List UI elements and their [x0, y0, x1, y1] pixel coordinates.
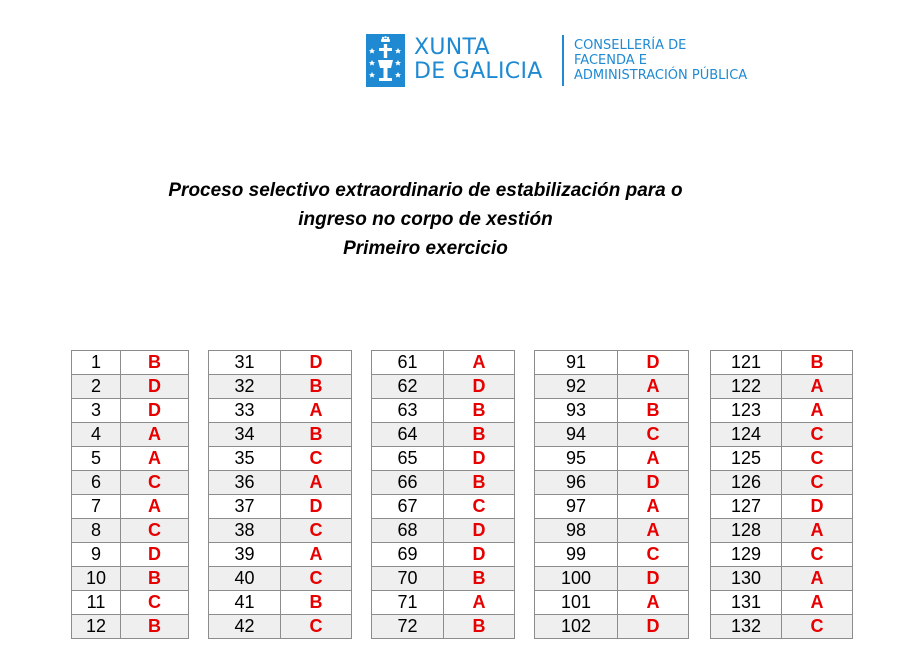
question-number: 61 [372, 351, 444, 375]
table-row [209, 615, 352, 639]
question-number: 131 [711, 591, 782, 615]
question-number: 65 [372, 447, 444, 471]
answer-letter: B [782, 351, 853, 375]
page-header [366, 34, 786, 89]
question-number: 42 [209, 615, 281, 639]
question-number: 10 [72, 567, 121, 591]
answer-letter: D [121, 399, 189, 423]
table-row [535, 447, 689, 471]
table-row [535, 399, 689, 423]
answer-letter: C [121, 591, 189, 615]
answer-letter: A [281, 543, 352, 567]
table-row [209, 495, 352, 519]
question-number: 68 [372, 519, 444, 543]
answer-letter: C [618, 423, 689, 447]
answer-letter: C [281, 447, 352, 471]
table-row [72, 399, 189, 423]
org-name-line1: XUNTA [414, 35, 490, 60]
question-number: 125 [711, 447, 782, 471]
answer-letter: A [121, 447, 189, 471]
answer-letter: B [444, 423, 515, 447]
question-number: 100 [535, 567, 618, 591]
answer-letter: B [121, 567, 189, 591]
table-row [535, 543, 689, 567]
table-row [535, 567, 689, 591]
question-number: 71 [372, 591, 444, 615]
table-row [535, 375, 689, 399]
header-divider [562, 35, 564, 86]
question-number: 38 [209, 519, 281, 543]
table-row [711, 351, 853, 375]
table-row [372, 591, 515, 615]
table-row [711, 615, 853, 639]
question-number: 8 [72, 519, 121, 543]
answer-letter: C [444, 495, 515, 519]
table-row [209, 543, 352, 567]
xunta-wordmark [414, 36, 543, 84]
table-row [72, 351, 189, 375]
answer-letter: B [444, 471, 515, 495]
question-number: 34 [209, 423, 281, 447]
question-number: 102 [535, 615, 618, 639]
table-row [711, 471, 853, 495]
answer-letter: B [444, 567, 515, 591]
table-row [535, 495, 689, 519]
table-row [535, 471, 689, 495]
answer-table-4 [534, 350, 689, 639]
table-row [372, 351, 515, 375]
table-row [72, 495, 189, 519]
answer-table-1 [71, 350, 189, 639]
question-number: 69 [372, 543, 444, 567]
answer-letter: B [281, 375, 352, 399]
question-number: 37 [209, 495, 281, 519]
answer-letter: C [782, 447, 853, 471]
table-row [372, 495, 515, 519]
table-row [209, 591, 352, 615]
question-number: 67 [372, 495, 444, 519]
question-number: 2 [72, 375, 121, 399]
question-number: 132 [711, 615, 782, 639]
table-row [72, 471, 189, 495]
table-row [72, 519, 189, 543]
answer-letter: C [782, 543, 853, 567]
table-row [72, 375, 189, 399]
dept-name-line3: ADMINISTRACIÓN PÚBLICA [574, 68, 748, 83]
answer-letter: A [444, 351, 515, 375]
question-number: 35 [209, 447, 281, 471]
answer-letter: A [618, 591, 689, 615]
question-number: 91 [535, 351, 618, 375]
table-row [711, 375, 853, 399]
table-row [372, 615, 515, 639]
table-row [711, 543, 853, 567]
question-number: 95 [535, 447, 618, 471]
table-row [711, 447, 853, 471]
table-row [711, 591, 853, 615]
answer-letter: A [782, 519, 853, 543]
answer-letter: D [121, 375, 189, 399]
answer-letter: D [444, 375, 515, 399]
answer-letter: D [281, 351, 352, 375]
question-number: 64 [372, 423, 444, 447]
answer-letter: C [121, 471, 189, 495]
question-number: 31 [209, 351, 281, 375]
table-row [209, 351, 352, 375]
org-name-line2: DE GALICIA [414, 59, 543, 84]
question-number: 96 [535, 471, 618, 495]
title-line1: Proceso selectivo extraordinario de estabilización para o [168, 180, 683, 201]
table-row [711, 399, 853, 423]
dept-name-line2: FACENDA E [574, 53, 647, 68]
answer-letter: A [782, 399, 853, 423]
question-number: 94 [535, 423, 618, 447]
answer-letter: B [121, 351, 189, 375]
table-row [535, 615, 689, 639]
question-number: 5 [72, 447, 121, 471]
question-number: 39 [209, 543, 281, 567]
answer-letter: B [121, 615, 189, 639]
question-number: 3 [72, 399, 121, 423]
question-number: 66 [372, 471, 444, 495]
answer-letter: D [444, 543, 515, 567]
answer-letter: D [121, 543, 189, 567]
question-number: 123 [711, 399, 782, 423]
question-number: 93 [535, 399, 618, 423]
question-number: 70 [372, 567, 444, 591]
table-row [372, 375, 515, 399]
table-row [372, 543, 515, 567]
table-row [209, 471, 352, 495]
table-row [372, 519, 515, 543]
answer-letter: D [782, 495, 853, 519]
answer-letter: A [618, 495, 689, 519]
table-row [711, 423, 853, 447]
table-row [535, 351, 689, 375]
answer-letter: C [618, 543, 689, 567]
question-number: 129 [711, 543, 782, 567]
question-number: 6 [72, 471, 121, 495]
answer-letter: A [782, 591, 853, 615]
answer-letter: D [618, 471, 689, 495]
answer-letter: B [281, 423, 352, 447]
answer-table-2 [208, 350, 352, 639]
title-line2: ingreso no corpo de xestión [298, 209, 553, 230]
answer-letter: D [618, 567, 689, 591]
question-number: 33 [209, 399, 281, 423]
answer-letter: C [281, 615, 352, 639]
answer-letter: D [444, 447, 515, 471]
answer-letter: B [444, 615, 515, 639]
table-row [72, 447, 189, 471]
question-number: 121 [711, 351, 782, 375]
question-number: 101 [535, 591, 618, 615]
answer-letter: A [121, 495, 189, 519]
answer-table-3 [371, 350, 515, 639]
table-row [209, 423, 352, 447]
table-row [711, 495, 853, 519]
question-number: 36 [209, 471, 281, 495]
question-number: 11 [72, 591, 121, 615]
answer-letter: D [618, 615, 689, 639]
question-number: 126 [711, 471, 782, 495]
table-row [372, 567, 515, 591]
table-row [209, 399, 352, 423]
answer-letter: C [281, 519, 352, 543]
document-title [0, 176, 851, 263]
table-row [711, 519, 853, 543]
table-row [535, 591, 689, 615]
question-number: 124 [711, 423, 782, 447]
question-number: 7 [72, 495, 121, 519]
answer-letter: D [444, 519, 515, 543]
table-row [535, 519, 689, 543]
answer-letter: B [444, 399, 515, 423]
question-number: 99 [535, 543, 618, 567]
answer-letter: C [121, 519, 189, 543]
question-number: 92 [535, 375, 618, 399]
question-number: 40 [209, 567, 281, 591]
answer-letter: B [281, 591, 352, 615]
table-row [535, 423, 689, 447]
answer-letter: A [281, 399, 352, 423]
table-row [209, 567, 352, 591]
answer-letter: C [782, 471, 853, 495]
table-row [72, 615, 189, 639]
answer-letter: C [782, 615, 853, 639]
table-row [72, 543, 189, 567]
answer-letter: D [281, 495, 352, 519]
question-number: 62 [372, 375, 444, 399]
question-number: 72 [372, 615, 444, 639]
department-name [574, 38, 747, 83]
question-number: 4 [72, 423, 121, 447]
answer-letter: C [281, 567, 352, 591]
table-row [372, 399, 515, 423]
table-row [711, 567, 853, 591]
title-line3: Primeiro exercicio [343, 238, 508, 259]
table-row [372, 423, 515, 447]
question-number: 1 [72, 351, 121, 375]
question-number: 97 [535, 495, 618, 519]
table-row [209, 375, 352, 399]
table-row [72, 423, 189, 447]
question-number: 9 [72, 543, 121, 567]
answer-letter: D [618, 351, 689, 375]
table-row [209, 447, 352, 471]
table-row [209, 519, 352, 543]
answer-letter: A [782, 567, 853, 591]
table-row [72, 591, 189, 615]
dept-name-line1: CONSELLERÍA DE [574, 38, 687, 53]
answer-letter: A [444, 591, 515, 615]
question-number: 32 [209, 375, 281, 399]
answer-letter: A [281, 471, 352, 495]
question-number: 122 [711, 375, 782, 399]
answer-letter: A [618, 447, 689, 471]
answer-letter: B [618, 399, 689, 423]
table-row [372, 447, 515, 471]
question-number: 98 [535, 519, 618, 543]
answer-letter: A [121, 423, 189, 447]
question-number: 12 [72, 615, 121, 639]
question-number: 128 [711, 519, 782, 543]
galicia-coat-of-arms-icon [366, 34, 405, 87]
answer-letter: A [618, 519, 689, 543]
table-row [372, 471, 515, 495]
question-number: 63 [372, 399, 444, 423]
answer-letter: A [618, 375, 689, 399]
question-number: 127 [711, 495, 782, 519]
question-number: 130 [711, 567, 782, 591]
answer-table-5 [710, 350, 853, 639]
table-row [72, 567, 189, 591]
answer-letter: C [782, 423, 853, 447]
answer-letter: A [782, 375, 853, 399]
question-number: 41 [209, 591, 281, 615]
